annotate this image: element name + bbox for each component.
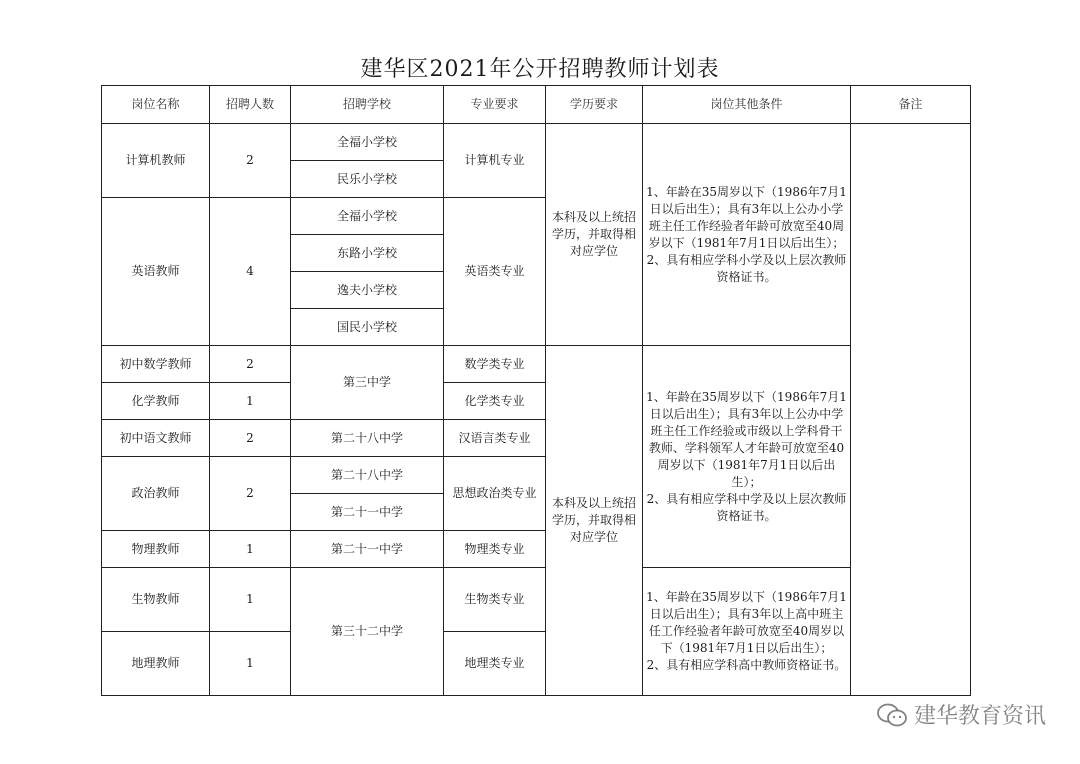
wechat-watermark: [876, 699, 1046, 730]
count-cell: 1: [210, 383, 291, 420]
school-cell: 逸夫小学校: [291, 272, 444, 309]
major-cell: 数学类专业: [444, 346, 546, 383]
position-cell: 英语教师: [102, 198, 210, 346]
count-cell: 2: [210, 420, 291, 457]
header-position: 岗位名称: [102, 86, 210, 124]
conditions-primary: [643, 124, 851, 346]
position-cell: 计算机教师: [102, 124, 210, 198]
condition-line: 2、具有相应学科小学及以上层次教师资格证书。: [646, 252, 847, 284]
position-cell: 化学教师: [102, 383, 210, 420]
remark-cell: [851, 124, 971, 696]
condition-line: 2、具有相应学科中学及以上层次教师资格证书。: [646, 491, 847, 523]
header-school: 招聘学校: [291, 86, 444, 124]
header-remark: 备注: [851, 86, 971, 124]
school-cell: 东路小学校: [291, 235, 444, 272]
recruitment-plan-table: [101, 85, 971, 696]
position-cell: 生物教师: [102, 568, 210, 632]
condition-line: 1、年龄在35周岁以下（1986年7月1日以后出生）；具有3年以上高中班主任工作经验者年龄可放宽至40周岁以下（1981年7月1日以后出生）；: [646, 590, 847, 655]
count-cell: 4: [210, 198, 291, 346]
position-cell: 物理教师: [102, 531, 210, 568]
condition-line: 2、具有相应学科高中教师资格证书。: [646, 658, 847, 672]
major-cell: 英语类专业: [444, 198, 546, 346]
condition-line: 1、年龄在35周岁以下（1986年7月1日以后出生）；具有3年以上公办中学班主任工作经验或市级以上学科骨干教师、学科领军人才年龄可放宽至40周岁以下（1981年7月1日以后出生）；: [646, 389, 847, 489]
conditions-high: [643, 568, 851, 696]
major-cell: 地理类专业: [444, 632, 546, 696]
major-cell: 思想政治类专业: [444, 457, 546, 531]
header-major: 专业要求: [444, 86, 546, 124]
position-cell: 政治教师: [102, 457, 210, 531]
school-cell: 第二十八中学: [291, 420, 444, 457]
conditions-middle: [643, 346, 851, 568]
major-cell: 汉语言类专业: [444, 420, 546, 457]
table-row: [102, 346, 971, 383]
major-cell: 化学类专业: [444, 383, 546, 420]
major-cell: 计算机专业: [444, 124, 546, 198]
header-count: 招聘人数: [210, 86, 291, 124]
table-header-row: [102, 86, 971, 124]
position-cell: 地理教师: [102, 632, 210, 696]
count-cell: 1: [210, 632, 291, 696]
table-row: [102, 124, 971, 161]
education-cell: 本科及以上统招学历，并取得相对应学位: [546, 124, 643, 346]
count-cell: 1: [210, 531, 291, 568]
count-cell: 2: [210, 457, 291, 531]
school-cell: 全福小学校: [291, 198, 444, 235]
condition-line: 1、年龄在35周岁以下（1986年7月1日以后出生）；具有3年以上公办小学班主任工作经验者年龄可放宽至40周岁以下（1981年7月1日以后出生）；: [646, 184, 847, 250]
education-cell: 本科及以上统招学历，并取得相对应学位: [546, 346, 643, 696]
wechat-icon: [876, 702, 908, 728]
header-conditions: 岗位其他条件: [643, 86, 851, 124]
school-cell: 国民小学校: [291, 309, 444, 346]
watermark-text: 建华教育资讯: [913, 704, 1046, 729]
school-cell: 第三中学: [291, 346, 444, 420]
table-row: [102, 568, 971, 632]
count-cell: 1: [210, 568, 291, 632]
school-cell: 第二十一中学: [291, 531, 444, 568]
school-cell: 民乐小学校: [291, 161, 444, 198]
school-cell: 第二十一中学: [291, 494, 444, 531]
major-cell: 生物类专业: [444, 568, 546, 632]
header-education: 学历要求: [546, 86, 643, 124]
page-title: 建华区2021年公开招聘教师计划表: [360, 57, 720, 82]
count-cell: 2: [210, 346, 291, 383]
school-cell: 第二十八中学: [291, 457, 444, 494]
position-cell: 初中语文教师: [102, 420, 210, 457]
school-cell: 第三十二中学: [291, 568, 444, 696]
position-cell: 初中数学教师: [102, 346, 210, 383]
school-cell: 全福小学校: [291, 124, 444, 161]
major-cell: 物理类专业: [444, 531, 546, 568]
count-cell: 2: [210, 124, 291, 198]
